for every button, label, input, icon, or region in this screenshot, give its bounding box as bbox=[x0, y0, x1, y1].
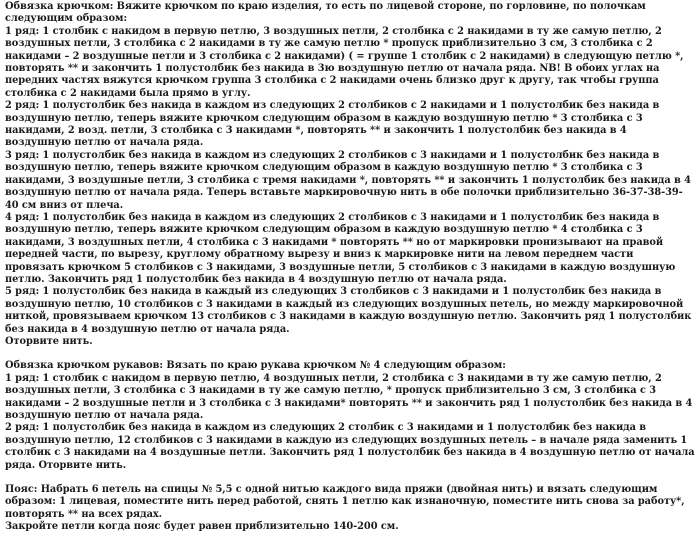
document-body bbox=[5, 1, 695, 534]
collar-trim-heading: Обвязка крючком: Вяжите крючком по краю изделия, то есть по лицевой стороне, по горловине, по полочкам следующим образом: bbox=[5, 1, 646, 25]
section-spacer bbox=[5, 472, 695, 484]
section-spacer bbox=[5, 348, 695, 360]
collar-row-2: 2 ряд: 1 полустолбик без накида в каждом из следующих 2 столбиков с 2 накидами и 1 полустолбик без накида в воздушную петлю, теперь вяжите крючком следующим образом в каждую воздушную петлю * 3 столбика с 3 накидами, 2 возд. петли, 3 столбика с 3 накидами *, повторять ** и закончить 1 полустолбик без накида в 4 воздушную петлю от начала ряда. bbox=[5, 100, 660, 149]
sleeve-trim-heading: Обвязка крючком рукавов: Вязать по краю рукава крючком № 4 следующим образом: bbox=[5, 360, 506, 372]
sleeve-row-1: 1 ряд: 1 столбик с накидом в первую петлю, 4 воздушных петли, 2 столбика с 3 накидами в ту же самую петлю, 2 воздушных петли, 3 столбика с 3 накидами в ту же самую петлю, * пропуск приблизительно 3 см, 3 столбика с 3 накидами – 2 воздушные петли и 3 столбика с 3 накидами* повторять ** и закончить ряд 1 полустолбик без накида в 4 воздушную петлю от начала ряда. bbox=[5, 372, 693, 421]
sleeve-trim-section bbox=[5, 360, 695, 472]
sleeve-row-2: 2 ряд: 1 полустолбик без накида в каждом из следующих 2 столбик с 3 накидами и 1 полустолбик без накида в воздушную петлю, 12 столбиков с 3 накидами в каждую из следующих воздушных петель – в начале ряда заменить 1 столбик с 3 накидами на 4 воздушные петли. Закончить ряд 1 полустолбик без накида в 4 воздушную петлю от начала ряда. Оторвите нить. bbox=[5, 422, 695, 471]
collar-finish: Оторвите нить. bbox=[5, 335, 93, 347]
belt-finish: Закройте петли когда пояс будет равен приблизительно 140-200 см. bbox=[5, 521, 399, 533]
belt-section bbox=[5, 484, 695, 534]
collar-row-3: 3 ряд: 1 полустолбик без накида в каждом из следующих 2 столбиков с 3 накидами и 1 полустолбик без накида в воздушную петлю, теперь вяжите крючком следующим образом в каждую воздушную петлю * 3 столбика с 3 накидами, 3 воздушные петли, 3 столбика с тремя накидами *, повторять ** и закончить 1 полустолбик без накида в 4 воздушную петлю от начала ряда. Теперь вставьте маркировочную нить в обе полочки приблизительно 36-37-38-39-40 см вниз от плеча. bbox=[5, 149, 691, 211]
collar-trim-section bbox=[5, 1, 695, 348]
collar-row-4: 4 ряд: 1 полустолбик без накида в каждом из следующих 2 столбиков с 3 накидами и 1 полустолбик без накида в воздушную петлю, теперь вяжите крючком следующим образом в каждую воздушную петлю * 4 столбика с 3 накидами, 3 воздушных петли, 4 столбика с 3 накидами * повторять ** но от маркировки пронизывают на правой передней части, по вырезу, круглому обратному вырезу и вниз к маркировке нити на левом переднем части провязать крючком 5 столбиков с 3 накидами, 3 воздушные петли, 5 столбиков с 3 накидами в каждую воздушную петлю. Закончить ряд 1 полустолбик без накида в 4 воздушную петлю от начала ряда. bbox=[5, 211, 676, 285]
collar-row-1: 1 ряд: 1 столбик с накидом в первую петлю, 3 воздушных петли, 2 столбика с 2 накидами в ту же самую петлю, 2 воздушных петли, 3 столбика с 2 накидами в ту же самую петлю * пропуск приблизительно 3 см, 3 столбика с 2 накидами – 2 воздушные петли и 3 столбика с 2 накидами) ( = группе 1 столбик с 2 накидами) в следующую петлю *, повторять ** и закончить 1 полустолбик без накида в 3ю воздушную петлю от начала ряда. NB! В обоих углах на передних частях вяжутся крючком группа 3 столбика с 2 накидами очень близко друг к другу, так чтобы группа столбика с 2 накидами была прямо в углу. bbox=[5, 25, 684, 99]
belt-instructions: Пояс: Набрать 6 петель на спицы № 5,5 с одной нитью каждого вида пряжи (двойная нить) и вязать следующим образом: 1 лицевая, поместите нить перед работой, снять 1 петлю как изнаночную, поместите нить снова за работу*, повторять ** на всех рядах. bbox=[5, 484, 685, 520]
collar-row-5: 5 ряд: 1 полустолбик без накида в каждый из следующих 3 столбиков с 3 накидами и 1 полустолбик без накида в воздушную петлю, 10 столбиков с 3 накидами в каждый из следующих воздушных петель, но между маркировочной ниткой, провязываем крючком 13 столбиков с 3 накидами в каждую воздушную петлю. Закончить ряд 1 полустолбик без накида в 4 воздушную петлю от начала ряда. bbox=[5, 286, 692, 335]
